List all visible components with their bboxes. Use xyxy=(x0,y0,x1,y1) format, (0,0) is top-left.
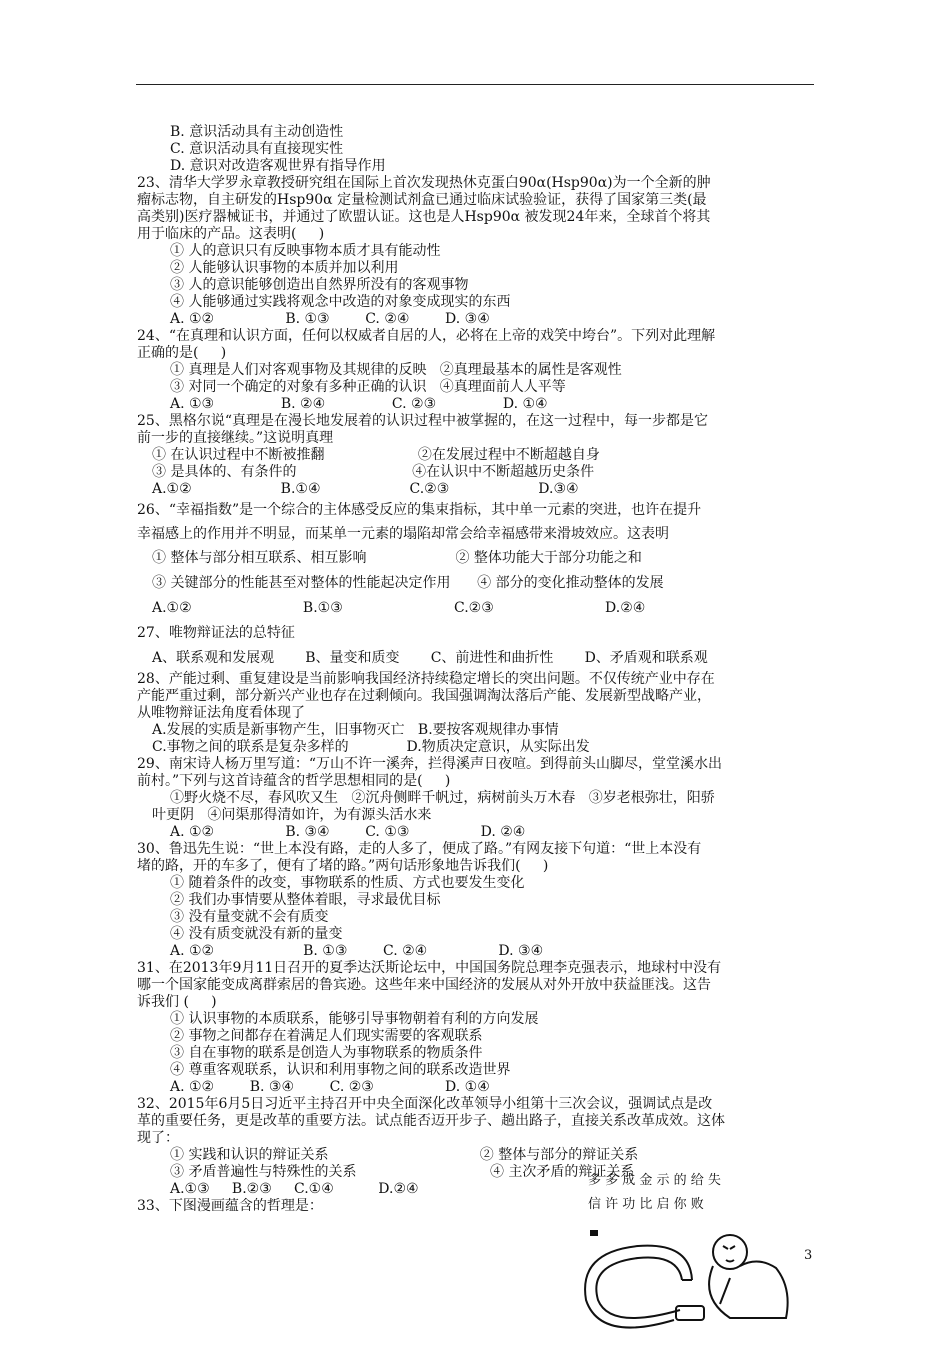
option-line: ③ 关键部分的性能甚至对整体的性能起决定作用 ④ 部分的变化推动整体的发展 xyxy=(152,575,664,591)
option-line: A.发展的实质是新事物产生，旧事物灭亡 B.要按客观规律办事情 xyxy=(152,722,559,738)
option-line: ① 实践和认识的辩证关系 ② 整体与部分的辩证关系 xyxy=(170,1147,639,1163)
option-line: ④ 人能够通过实践将观念中改造的对象变成现实的东西 xyxy=(170,294,511,310)
cartoon-mark xyxy=(590,1230,598,1236)
option-line: ② 人能够认识事物的本质并加以利用 xyxy=(170,260,399,276)
question-line: 哪一个国家能变成离群索居的鲁宾逊。这些年来中国经济的发展从对外开放中获益匪浅。这告 xyxy=(137,977,711,993)
option-line: ① 在认识过程中不断被推翻 ②在发展过程中不断超越自身 xyxy=(152,447,600,463)
question-28: 28、产能过剩、重复建设是当前影响我国经济持续稳定增长的突出问题。不仅传统产业中存在 xyxy=(137,671,715,687)
option-line: ① 人的意识只有反映事物本质才具有能动性 xyxy=(170,243,441,259)
question-line: 用于临床的产品。这表明( ) xyxy=(137,226,325,242)
cartoon-image xyxy=(580,1160,800,1344)
answer-choices: A.①② B.①③ C.②③ D.②④ xyxy=(152,600,646,616)
question-line: 正确的是( ) xyxy=(137,345,227,361)
option-line: C. 意识活动具有直接现实性 xyxy=(170,141,344,157)
cartoon-caption-1: 多 多 成 金 示 的 给 失 xyxy=(588,1173,721,1188)
page-number: 3 xyxy=(804,1248,813,1263)
option-line: ③ 是具体的、有条件的 ④在认识中不断超越历史条件 xyxy=(152,464,595,480)
option-line: 叶更阴 ④问渠那得清如许，为有源头活水来 xyxy=(152,807,432,823)
option-line: ④ 没有质变就没有新的量变 xyxy=(170,926,343,942)
question-line: 高类别)医疗器械证书，并通过了欧盟认证。这也是人Hsp90α 被发现24年来，全球首个将其 xyxy=(137,209,711,225)
option-line: ①野火烧不尽，春风吹又生 ②沉舟侧畔千帆过，病树前头万木春 ③岁老根弥壮，阳骄 xyxy=(170,790,715,806)
option-line: ① 真理是人们对客观事物及其规律的反映 ②真理最基本的属性是客观性 xyxy=(170,362,622,378)
option-line: C.事物之间的联系是复杂多样的 D.物质决定意识，从实际出发 xyxy=(152,739,590,755)
option-line: ① 随着条件的改变，事物联系的性质、方式也要发生变化 xyxy=(170,875,525,891)
question-33: 33、下图漫画蕴含的哲理是： xyxy=(137,1198,323,1214)
question-line: 产能严重过剩，部分新兴产业也存在过剩倾向。我国强调淘汰落后产能、发展新型战略产业， xyxy=(137,688,711,704)
answer-choices: A.①③ B.②③ C.①④ D.②④ xyxy=(170,1181,419,1197)
option-line: B. 意识活动具有主动创造性 xyxy=(170,124,344,140)
option-line: ② 事物之间都存在着满足人们现实需要的客观联系 xyxy=(170,1028,483,1044)
cartoon-question-mark xyxy=(585,1246,704,1328)
question-26: 26、“幸福指数”是一个综合的主体感受反应的集束指标，其中单一元素的突进，也许在提升 xyxy=(137,502,702,518)
answer-choices: A. ①② B. ①③ C. ②④ D. ③④ xyxy=(170,311,490,327)
option-line: ③ 没有量变就不会有质变 xyxy=(170,909,329,925)
question-line: 革的重要任务，更是改革的重要方法。试点能否迈开步子、趟出路子，直接关系改革成效。这体 xyxy=(137,1113,725,1129)
question-32: 32、2015年6月5日习近平主持召开中央全面深化改革领导小组第十三次会议，强调试点是改 xyxy=(137,1096,713,1112)
option-line: ③ 矛盾普遍性与特殊性的关系 ④ 主次矛盾的辩证关系 xyxy=(170,1164,635,1180)
question-line: 堵的路，开的车多了，便有了堵的路。”两句话形象地告诉我们( ) xyxy=(137,858,549,874)
cartoon-caption-2: 信 许 功 比 启 你 败 xyxy=(588,1197,704,1212)
option-line: ① 整体与部分相互联系、相互影响 ② 整体功能大于部分功能之和 xyxy=(152,550,642,566)
option-line: ③ 自在事物的联系是创造人为事物联系的物质条件 xyxy=(170,1045,483,1061)
question-30: 30、鲁迅先生说：“世上本没有路，走的人多了，便成了路。”有网友接下句道：“世上本没有 xyxy=(137,841,702,857)
question-25: 25、黑格尔说“真理是在漫长地发展着的认识过程中被掌握的，在这一过程中，每一步都是它 xyxy=(137,413,708,429)
question-line: 前一步的直接继续。”这说明真理 xyxy=(137,430,334,446)
option-line: ③ 人的意识能够创造出自然界所没有的客观事物 xyxy=(170,277,469,293)
question-line: 瘤标志物，自主研发的Hsp90α 定量检测试剂盒已通过临床试验验证，获得了国家第三类(最 xyxy=(137,192,707,208)
question-29: 29、南宋诗人杨万里写道：“万山不许一溪奔，拦得溪声日夜喧。到得前头山脚尽，堂堂溪水出 xyxy=(137,756,722,772)
answer-choices: A. ①③ B. ②④ C. ②③ D. ①④ xyxy=(170,396,548,412)
option-line: ④ 尊重客观联系，认识和利用事物之间的联系改造世界 xyxy=(170,1062,511,1078)
question-31: 31、在2013年9月11日召开的夏季达沃斯论坛中，中国国务院总理李克强表示，地球村中没有 xyxy=(137,960,722,976)
cartoon-figure xyxy=(709,1235,788,1318)
answer-choices: A. ①② B. ③④ C. ①③ D. ②④ xyxy=(170,824,526,840)
question-line: 前村。”下列与这首诗蕴含的哲学思想相同的是( ) xyxy=(137,773,451,789)
answer-choices: A、联系观和发展观 B、量变和质变 C、前进性和曲折性 D、矛盾观和联系观 xyxy=(152,650,708,666)
question-line: 幸福感上的作用并不明显，而某单一元素的塌陷却常会给幸福感带来滑坡效应。这表明 xyxy=(137,526,669,542)
answer-choices: A. ①② B. ③④ C. ②③ D. ①④ xyxy=(170,1079,490,1095)
question-line: 诉我们 ( ) xyxy=(137,994,217,1010)
question-24: 24、“在真理和认识方面，任何以权威者自居的人，必将在上帝的戏笑中垮台”。下列对此理解 xyxy=(137,328,716,344)
option-line: D. 意识对改造客观世界有指导作用 xyxy=(170,158,386,174)
question-line: 从唯物辩证法角度看体现了 xyxy=(137,705,305,721)
answer-choices: A.①② B.①④ C.②③ D.③④ xyxy=(152,481,579,497)
header-rule xyxy=(136,84,814,85)
option-line: ② 我们办事情要从整体着眼，寻求最优目标 xyxy=(170,892,441,908)
question-line: 现了： xyxy=(137,1130,179,1146)
option-line: ① 认识事物的本质联系，能够引导事物朝着有利的方向发展 xyxy=(170,1011,539,1027)
option-line: ③ 对同一个确定的对象有多种正确的认识 ④真理面前人人平等 xyxy=(170,379,566,395)
question-27: 27、唯物辩证法的总特征 xyxy=(137,625,295,641)
question-23: 23、清华大学罗永章教授研究组在国际上首次发现热休克蛋白90α(Hsp90α)为一个全新的肿 xyxy=(137,175,711,191)
answer-choices: A. ①② B. ①③ C. ②④ D. ③④ xyxy=(170,943,544,959)
cartoon-drawing xyxy=(580,1160,800,1344)
